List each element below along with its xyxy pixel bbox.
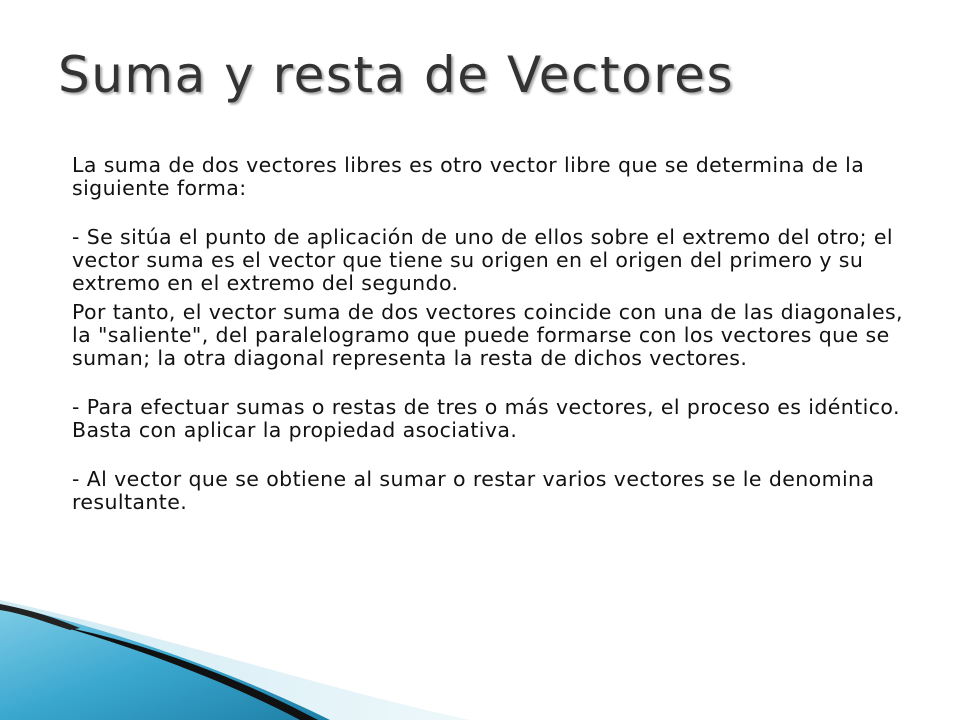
light-swoosh — [0, 600, 470, 720]
paragraph-resultant: - Al vector que se obtiene al sumar o restar varios vectores se le denomina resultante. — [72, 467, 875, 514]
paragraph-step: - Se sitúa el punto de aplicación de uno de ellos sobre el extremo del otro; el vector suma es el vector que tiene su origen en el origen del primero y su extremo en el extremo del segundo. — [72, 225, 893, 295]
slide-body — [72, 154, 912, 514]
dark-swoosh — [60, 626, 318, 720]
paragraph-intro: La suma de dos vectores libres es otro vector libre que se determina de la siguiente forma: — [72, 153, 865, 200]
paragraph-multiple-vectors: - Para efectuar sumas o restas de tres o más vectores, el proceso es idéntico. Basta con aplicar la propiedad asociativa. — [72, 395, 900, 442]
dark-swoosh-inner — [0, 604, 80, 630]
paragraph-diagonals: Por tanto, el vector suma de dos vectores coincide con una de las diagonales, la "saliente", del paralelogramo que puede formarse con los vectores que se suman; la otra diagonal representa la resta de dichos vectores. — [72, 300, 903, 370]
blue-swoosh — [0, 604, 330, 720]
slide-title: Suma y resta de Vectores — [58, 46, 734, 104]
